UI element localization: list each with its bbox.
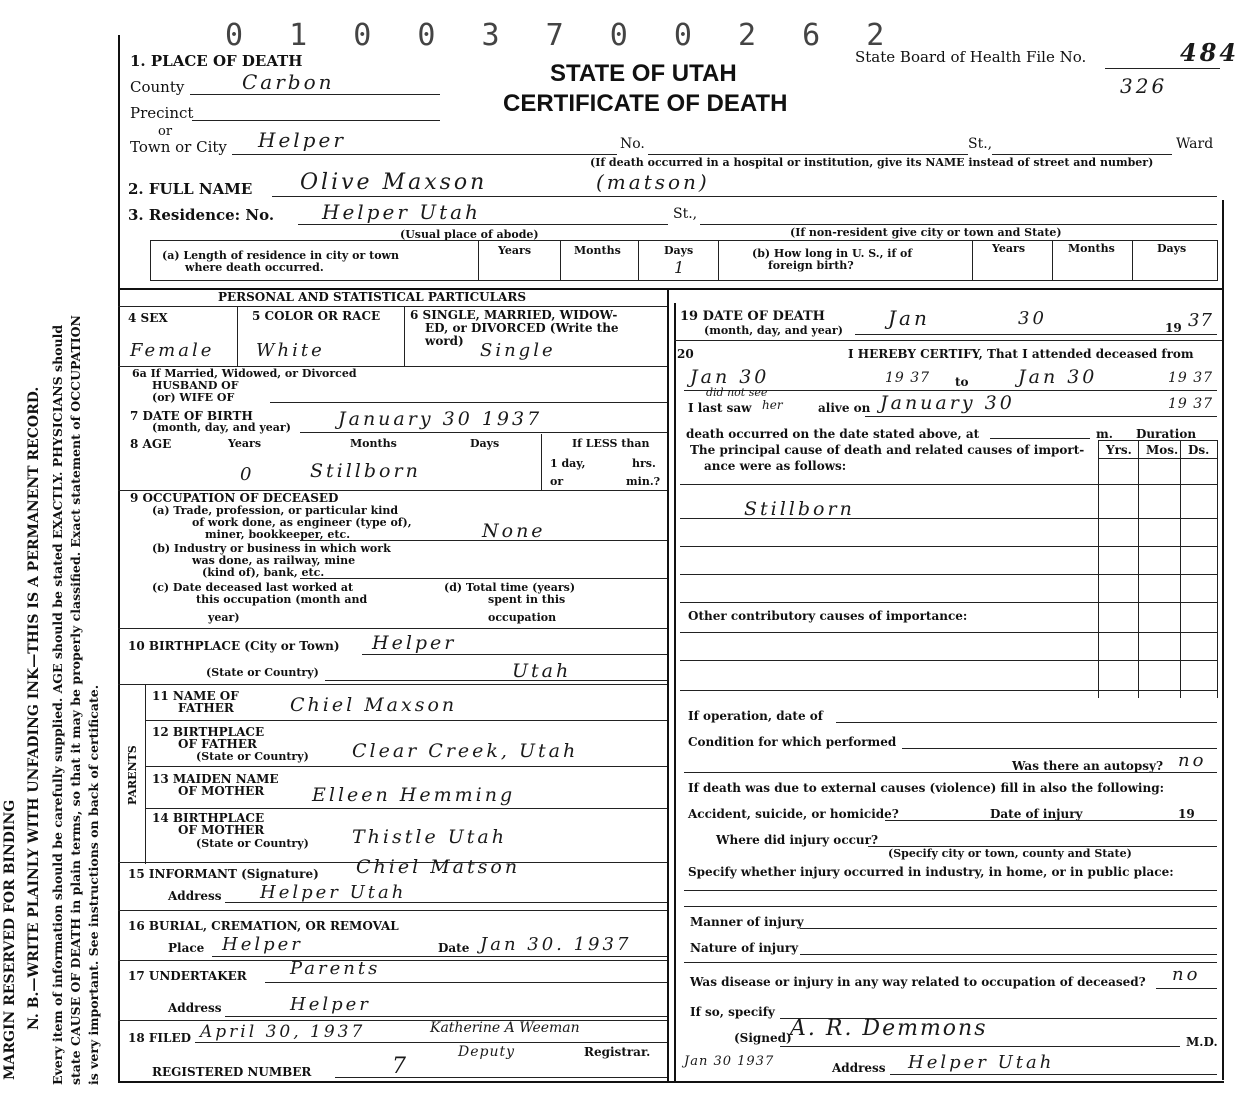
marital-label-2: ED, or DIVORCED (Write the — [425, 321, 619, 335]
occupation-c2: this occupation (month and — [196, 593, 368, 606]
mother-birthplace-3: (State or Country) — [196, 837, 309, 850]
fbirth-line — [145, 766, 667, 767]
duration-col — [1217, 440, 1218, 698]
physician-address-line — [890, 1074, 1217, 1075]
last-saw-label: I last saw — [688, 401, 752, 415]
occupation-a3: miner, bookkeeper, etc. — [205, 528, 351, 541]
father-birthplace-1: 12 BIRTHPLACE — [152, 725, 265, 739]
informant-label: 15 INFORMANT (Signature) — [128, 867, 319, 881]
frame-left — [118, 35, 120, 1083]
burial-line — [212, 956, 667, 957]
us-months-header: Months — [1068, 242, 1115, 255]
registrar-label: Registrar. — [584, 1045, 651, 1059]
frame-right — [1222, 200, 1224, 1080]
cause-line — [680, 546, 1217, 547]
age-stillborn-value: Stillborn — [310, 460, 421, 482]
informant-value: Chiel Matson — [356, 856, 521, 878]
certify-text: I HEREBY CERTIFY, That I attended deceased from — [848, 347, 1194, 361]
industry-line — [684, 890, 1217, 891]
signed-label: (Signed) — [734, 1031, 792, 1045]
town-value: Helper — [258, 128, 346, 152]
ds-header: Ds. — [1188, 443, 1210, 457]
duration-header: Duration — [1136, 427, 1197, 441]
file-no-secondary: 326 — [1120, 74, 1168, 98]
age-days-header: Days — [470, 437, 500, 450]
dod-month-value: Jan — [888, 306, 930, 330]
nature-line — [800, 954, 1217, 955]
grid-edge-right — [1217, 240, 1218, 280]
personal-header: PERSONAL AND STATISTICAL PARTICULARS — [218, 290, 527, 304]
grid-div — [972, 240, 973, 280]
filed-line — [195, 1042, 667, 1043]
occupation-c1: (c) Date deceased last worked at — [152, 581, 354, 594]
less-hrs: hrs. — [632, 457, 656, 470]
mother-label-1: 13 MAIDEN NAME — [152, 772, 279, 786]
color-value: White — [256, 340, 325, 361]
grid-edge-left — [150, 240, 151, 280]
mos-header: Mos. — [1146, 443, 1179, 457]
related-label: Was disease or injury in any way related to occupation of deceased? — [690, 975, 1146, 989]
physician-signature: A. R. Demmons — [790, 1016, 988, 1041]
precinct-line — [192, 120, 440, 121]
mother-birthplace-value: Thistle Utah — [352, 826, 507, 848]
grid-div — [478, 240, 479, 280]
injury-date-label: Date of injury — [990, 807, 1083, 821]
less-label-1: If LESS than — [572, 437, 650, 450]
months-header: Months — [574, 244, 621, 257]
cause-label-1: The principal cause of death and related causes of import- — [690, 443, 1085, 457]
full-name-alt: (matson) — [596, 170, 710, 194]
m-label: m. — [1096, 427, 1113, 441]
sex-value: Female — [130, 340, 215, 361]
dod-line — [855, 334, 1217, 335]
external-label: If death was due to external causes (violence) fill in also the following: — [688, 781, 1165, 795]
dob-line — [300, 432, 667, 433]
undertaker-address-value: Helper — [290, 994, 371, 1015]
registered-number-value: 7 — [392, 1054, 409, 1079]
specify-industry-label: Specify whether injury occurred in industry, in home, or in public place: — [688, 865, 1174, 879]
registered-number-label: REGISTERED NUMBER — [152, 1065, 312, 1079]
attended-from-year: 19 37 — [885, 370, 931, 386]
occupation-b3: (kind of), bank, etc. — [202, 566, 325, 579]
autopsy-line — [684, 772, 1217, 773]
condition-label: Condition for which performed — [688, 735, 897, 749]
where-label: Where did injury occur? — [716, 833, 879, 847]
occupation-value: None — [482, 520, 546, 542]
no-label: No. — [620, 136, 645, 152]
deputy-signature: Deputy — [458, 1044, 516, 1060]
certificate-serial-number: 0 1 0 0 3 7 0 0 2 6 2 — [225, 18, 899, 53]
cause-value: Stillborn — [744, 498, 855, 520]
years-header: Years — [498, 244, 532, 257]
grid-div — [560, 240, 561, 280]
color-marital-divider — [404, 306, 405, 366]
undertaker-line — [265, 982, 667, 983]
nonres-note: (If non-resident give city or town and State) — [790, 226, 1062, 239]
related-value: no — [1172, 964, 1201, 985]
margin-instruction-3: is very important. See instructions on back of certificate. — [86, 684, 101, 1085]
husband-label-1: 6a If Married, Widowed, or Divorced — [132, 367, 357, 380]
specify-city-note: (Specify city or town, county and State) — [888, 847, 1132, 860]
signed-date: Jan 30 1937 — [684, 1054, 775, 1069]
file-no-value: 484 — [1180, 38, 1240, 67]
informant-address-line — [225, 902, 667, 903]
occupation-b2: was done, as railway, mine — [192, 554, 356, 567]
industry-line — [684, 906, 1217, 907]
cause-label-2: ance were as follows: — [704, 459, 847, 473]
residence-st-line — [700, 224, 1217, 225]
undertaker-label: 17 UNDERTAKER — [128, 969, 247, 983]
less-label-3: or — [550, 475, 564, 488]
cause-line — [680, 602, 1217, 603]
residence-line — [298, 224, 668, 225]
center-divider-right — [674, 303, 676, 1082]
occupation-c3: year) — [208, 611, 240, 624]
residence-days-value: 1 — [674, 258, 688, 277]
mother-label-2: OF MOTHER — [178, 784, 265, 798]
occupation-d3: occupation — [488, 611, 557, 624]
alive-line — [865, 416, 1217, 417]
precinct-label: Precinct — [130, 104, 194, 122]
dod-label-2: (month, day, and year) — [704, 324, 843, 337]
burial-label: 16 BURIAL, CREMATION, OR REMOVAL — [128, 919, 399, 933]
occupation-line — [300, 540, 667, 541]
autopsy-label: Was there an autopsy? — [1012, 759, 1164, 773]
parents-label: PARENTS — [126, 745, 139, 805]
father-birthplace-2: OF FATHER — [178, 737, 258, 751]
marital-label-3: word) — [425, 334, 464, 348]
marital-label-1: 6 SINGLE, MARRIED, WIDOW- — [410, 308, 618, 322]
mother-birthplace-1: 14 BIRTHPLACE — [152, 811, 265, 825]
md-label: M.D. — [1186, 1035, 1218, 1049]
mother-line — [145, 808, 667, 809]
residence-value: Helper Utah — [322, 200, 481, 224]
town-line — [232, 154, 617, 155]
father-line — [145, 720, 667, 721]
less-label-2: 1 day, — [550, 457, 586, 470]
dob-label-1: 7 DATE OF BIRTH — [130, 409, 253, 423]
abode-note: (Usual place of abode) — [400, 228, 539, 241]
certify-number: 20 — [677, 347, 694, 361]
burial-date-value: Jan 30. 1937 — [480, 934, 632, 955]
occupation-d1: (d) Total time (years) — [444, 581, 576, 594]
related-line — [1156, 988, 1217, 989]
dod-year-prefix: 19 — [1165, 321, 1182, 335]
husband-line — [270, 402, 667, 403]
other-causes-label: Other contributory causes of importance: — [688, 609, 968, 623]
us-label-2: foreign birth? — [768, 259, 854, 272]
accident-line — [885, 820, 1217, 821]
frame-bottom — [118, 1081, 1224, 1083]
operation-line — [836, 722, 1217, 723]
undertaker-address-label: Address — [168, 1001, 222, 1015]
undertaker-address-line — [225, 1016, 667, 1017]
age-label: 8 AGE — [130, 437, 172, 451]
duration-top — [1098, 440, 1217, 441]
burial-place-label: Place — [168, 941, 205, 955]
informant-address-label: Address — [168, 889, 222, 903]
to-label: to — [955, 375, 969, 389]
dod-day-value: 30 — [1018, 308, 1047, 329]
father-label-1: 11 NAME OF — [152, 689, 239, 703]
dob-label-2: (month, day, and year) — [152, 421, 291, 434]
attended-to-value: Jan 30 — [1018, 366, 1098, 388]
center-divider-left — [667, 288, 669, 1082]
row-line — [118, 1020, 667, 1021]
margin-instruction-1: Every item of information should be carefully supplied. AGE should be stated EXACTLY. PHYSICIANS should — [50, 324, 65, 1085]
birthplace-state-label: (State or Country) — [206, 666, 319, 679]
if-so-label: If so, specify — [690, 1005, 775, 1019]
grid-div — [1052, 240, 1053, 280]
certificate-title: CERTIFICATE OF DEATH — [503, 90, 788, 117]
other-line — [680, 660, 1217, 661]
other-line — [680, 632, 1217, 633]
dod-row-line — [674, 340, 1222, 341]
filed-value: April 30, 1937 — [200, 1022, 366, 1042]
occupation-a1: (a) Trade, profession, or particular kind — [152, 504, 399, 517]
sex-label: 4 SEX — [128, 311, 168, 325]
state-line — [325, 680, 667, 681]
county-value: Carbon — [242, 70, 335, 94]
row-line — [118, 684, 667, 685]
color-label: 5 COLOR OR RACE — [252, 309, 381, 323]
town-label: Town or City — [130, 138, 227, 156]
cause-line — [680, 484, 1217, 485]
marital-value: Single — [480, 340, 556, 361]
alive-value: January 30 — [880, 392, 1015, 414]
full-name-label: 2. FULL NAME — [128, 180, 253, 198]
alive-label: alive on — [818, 401, 871, 415]
or-label: or — [158, 124, 173, 139]
manner-line — [800, 928, 1217, 929]
county-label: County — [130, 78, 185, 96]
accident-label: Accident, suicide, or homicide? — [688, 807, 899, 821]
file-no-label: State Board of Health File No. — [855, 48, 1087, 66]
duration-header-line — [1098, 458, 1217, 459]
age-months-header: Months — [350, 437, 397, 450]
burial-place-value: Helper — [222, 934, 303, 955]
registrar-signature: Katherine A Weeman — [430, 1020, 580, 1036]
birthplace-line — [362, 654, 667, 655]
margin-ink-note: N. B.—WRITE PLAINLY WITH UNFADING INK—THIS IS A PERMANENT RECORD. — [26, 386, 42, 1030]
industry-line — [300, 578, 667, 579]
father-birthplace-3: (State or Country) — [196, 750, 309, 763]
undertaker-value: Parents — [290, 958, 381, 979]
row-line — [118, 910, 667, 911]
husband-label-3: (or) WIFE OF — [152, 391, 235, 404]
us-years-header: Years — [992, 242, 1026, 255]
length-label-2: where death occurred. — [185, 261, 324, 274]
st-label: St., — [968, 136, 993, 152]
manner-label: Manner of injury — [690, 915, 804, 929]
length-label-1: (a) Length of residence in city or town — [162, 249, 400, 262]
dod-year-value: 37 — [1188, 310, 1213, 331]
occurred-line — [990, 438, 1090, 439]
mother-value: Elleen Hemming — [312, 784, 516, 806]
state-title: STATE OF UTAH — [550, 60, 737, 87]
informant-address-value: Helper Utah — [260, 882, 407, 903]
nature-label: Nature of injury — [690, 941, 799, 955]
birthplace-state-value: Utah — [512, 660, 572, 682]
margin-binding-note: MARGIN RESERVED FOR BINDING — [2, 799, 18, 1080]
parents-divider — [145, 684, 146, 864]
less-min: min.? — [626, 475, 661, 488]
father-label-2: FATHER — [178, 701, 234, 715]
autopsy-value: no — [1178, 750, 1207, 771]
signed-line — [780, 1046, 1180, 1047]
us-days-header: Days — [1157, 242, 1187, 255]
age-divider — [541, 434, 542, 490]
residence-label: 3. Residence: No. — [128, 206, 275, 224]
occupation-b1: (b) Industry or business in which work — [152, 542, 391, 555]
age-years-header: Years — [228, 437, 262, 450]
physician-address-value: Helper Utah — [908, 1052, 1055, 1073]
condition-line — [902, 748, 1217, 749]
burial-date-label: Date — [438, 941, 470, 955]
days-header: Days — [664, 244, 694, 257]
husband-label-2: HUSBAND OF — [152, 379, 239, 392]
father-birthplace-value: Clear Creek, Utah — [352, 740, 579, 762]
section-line — [684, 962, 1217, 963]
grid-div — [718, 240, 719, 280]
sex-color-divider — [237, 306, 238, 366]
attended-to-year: 19 37 — [1168, 370, 1214, 386]
birthplace-label: 10 BIRTHPLACE (City or Town) — [128, 639, 340, 653]
st-line — [992, 154, 1172, 155]
occurred-text: death occurred on the date stated above, at — [686, 427, 980, 441]
occupation-d2: spent in this — [488, 593, 566, 606]
filed-label: 18 FILED — [128, 1031, 191, 1045]
occupation-a2: of work done, as engineer (type of), — [192, 516, 412, 529]
yrs-header: Yrs. — [1106, 443, 1132, 457]
no-line — [648, 154, 968, 155]
regno-line — [335, 1077, 667, 1078]
alive-year: 19 37 — [1168, 396, 1214, 412]
row-line — [118, 960, 667, 961]
row-line — [118, 628, 667, 629]
grid-div — [638, 240, 639, 280]
mother-birthplace-2: OF MOTHER — [178, 823, 265, 837]
full-name-value: Olive Maxson — [300, 170, 488, 195]
dod-label-1: 19 DATE OF DEATH — [680, 309, 825, 324]
margin-instruction-2: state CAUSE OF DEATH in plain terms, so that it may be properly classified. Exact statement of OCCUPATION — [68, 315, 83, 1085]
father-value: Chiel Maxson — [290, 694, 458, 716]
occupation-label: 9 OCCUPATION OF DECEASED — [130, 491, 339, 505]
last-saw-her: her — [762, 398, 783, 412]
full-name-line — [272, 196, 1217, 197]
residence-grid-top — [150, 240, 1218, 241]
attended-from-value: Jan 30 — [690, 366, 770, 388]
last-saw-note: did not see — [706, 386, 768, 399]
residence-st-label: St., — [673, 206, 698, 222]
county-line — [190, 94, 440, 95]
dob-value: January 30 1937 — [338, 408, 543, 430]
birthplace-value: Helper — [372, 632, 457, 654]
ward-label: Ward — [1176, 136, 1214, 152]
operation-label: If operation, date of — [688, 709, 823, 723]
us-label-1: (b) How long in U. S., if of — [752, 247, 913, 260]
residence-grid-bottom — [150, 280, 1218, 281]
place-of-death-label: 1. PLACE OF DEATH — [130, 52, 303, 70]
injury-year-label: 19 — [1178, 807, 1195, 821]
age-years-value: 0 — [240, 464, 255, 485]
personal-header-line — [118, 306, 667, 307]
grid-div — [1132, 240, 1133, 280]
hospital-note: (If death occurred in a hospital or institution, give its NAME instead of street and number) — [590, 156, 1154, 169]
physician-address-label: Address — [832, 1061, 886, 1075]
file-no-line — [1105, 68, 1220, 69]
cause-line — [680, 574, 1217, 575]
other-line — [680, 690, 1217, 691]
